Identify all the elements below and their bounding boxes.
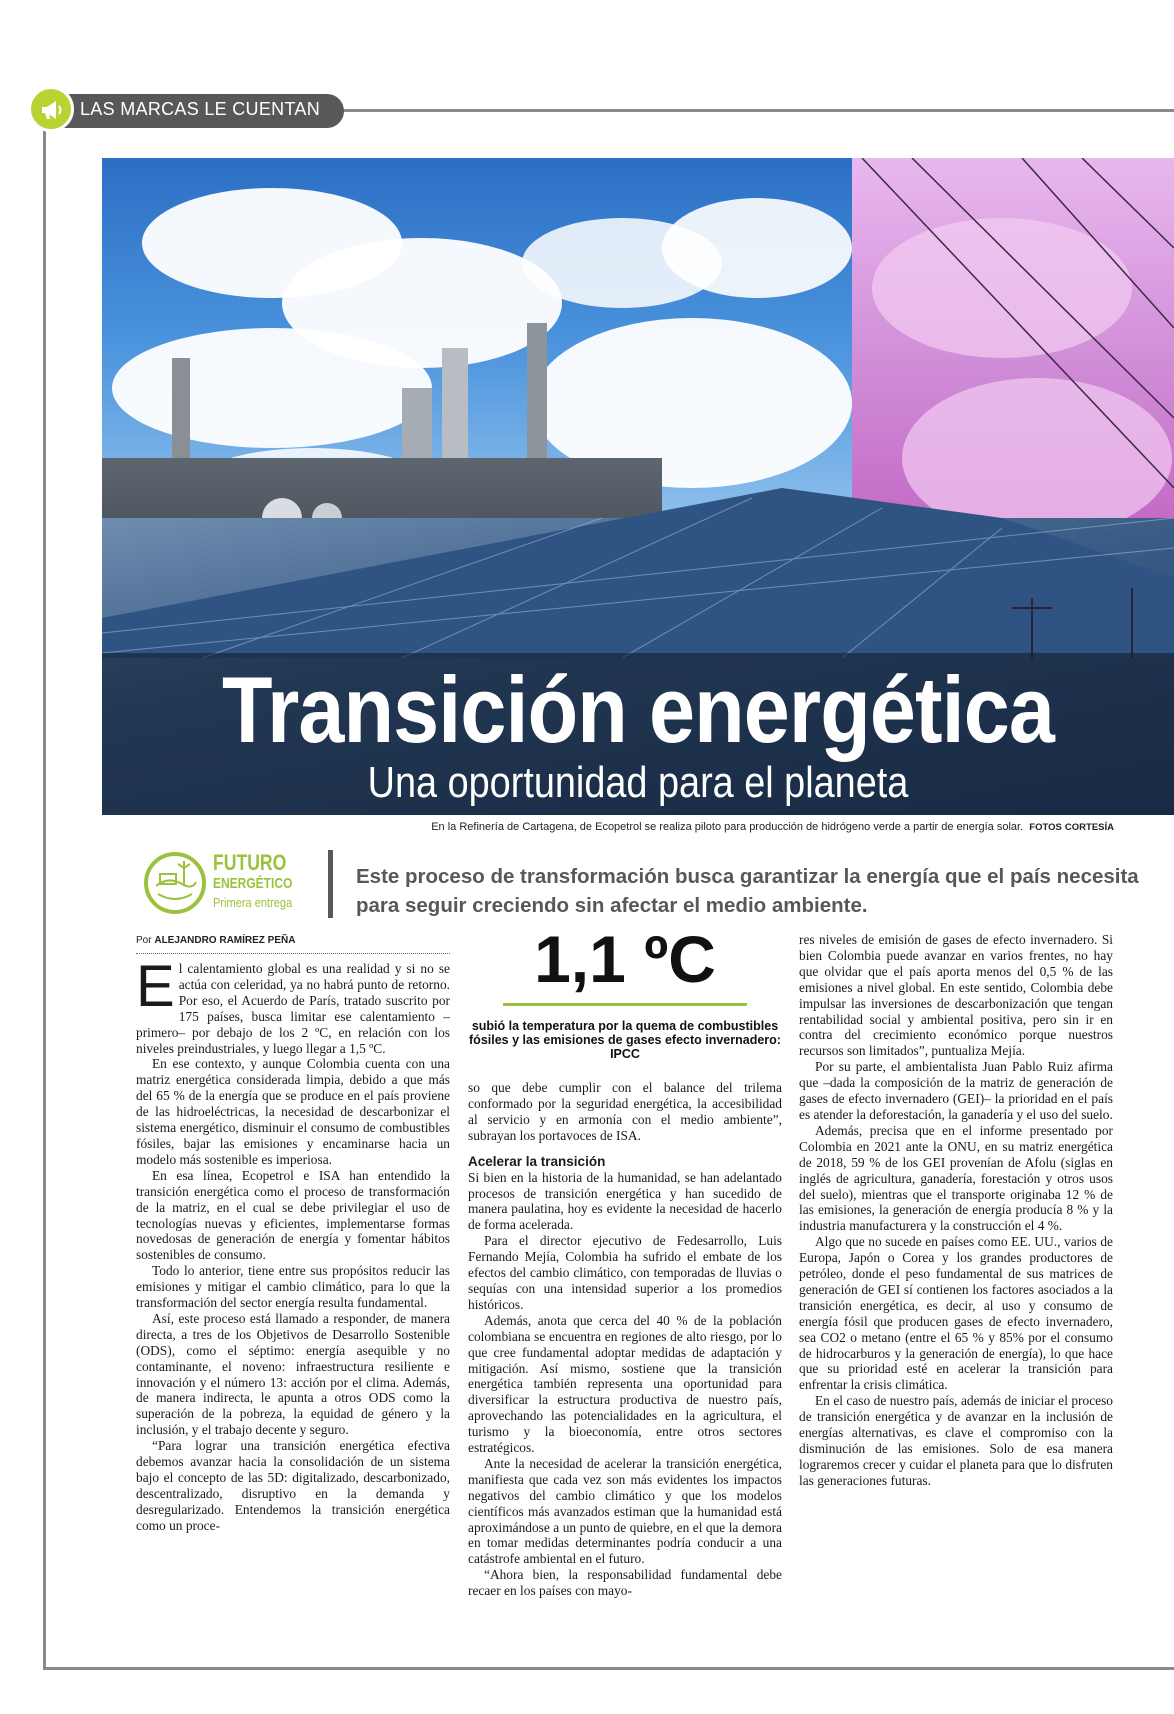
globe-energy-icon [144, 852, 206, 914]
photo-credit: CORTESÍA [1064, 822, 1114, 833]
byline-author: ALEJANDRO RAMÍREZ PEÑA [154, 935, 296, 946]
hero-subtitle: Una oportunidad para el planeta [367, 758, 909, 807]
badge-line-3: Primera entrega [213, 895, 293, 910]
article-column-3 [799, 932, 1113, 1489]
byline [136, 935, 295, 946]
byline-rule [136, 953, 450, 954]
page-border-left [43, 130, 46, 1670]
paragraph-text: l calentamiento global es una realidad y si no se actúa con celeridad, ya no habrá punto de retorno. Por eso, el Acuerdo de París, tratado suscrito por 175 países, busca limitar ese calentamiento –primero– por debajo de los 2 ºC, en relación con los niveles preindustriales, y luego llegar a 1,5 ºC. [136, 961, 450, 1056]
paragraph: En esa línea, Ecopetrol e ISA han entendido la transición energética como el proceso de transformación de la matriz, en el cual se debe privilegiar el uso de tecnologías nuevas y eficientes, implementarse formas novedosas de generación de energía y fomentar hábitos sostenibles de consumo. [136, 1167, 450, 1263]
paragraph: En el caso de nuestro país, además de iniciar el proceso de transición energética y de avanzar en la inclusión de energías alternativas, es clave el compromiso con la disminución de las emisiones. Solo de esa manera lograremos crecer y cuidar el planeta para que lo disfruten las generaciones futuras. [799, 1393, 1113, 1488]
page-border-bottom [43, 1667, 1174, 1670]
article-column-2 [468, 1080, 782, 1599]
hero-image [102, 158, 1174, 815]
drop-cap: E [136, 954, 175, 1019]
paragraph: Si bien en la historia de la humanidad, se han adelantado procesos de transición energética y han sucedido de manera paulatina, hoy es evidente la necesidad de hacerlo de forma acelerada. [468, 1169, 782, 1233]
paragraph: res niveles de emisión de gases de efecto invernadero. Si bien Colombia puede avanzar en varios frentes, no hay que olvidar que el país aporta menos del 0,5 % de las emisiones a nivel global. En este sentido, Colombia debe impulsar las inversiones de descarbonización que tengan rentabilidad social y ambiental positiva, pero sin ir en contra del crecimiento económico porque nuestros recursos son limitados”, puntualiza Mejía. [799, 932, 1113, 1059]
hero-title: Transición energética [221, 657, 1055, 762]
paragraph: so que debe cumplir con el balance del trilema conformado por la seguridad energética, la accesibilidad al servicio y en armonía con el medio ambiente”, subrayan los portavoces de ISA. [468, 1080, 782, 1143]
section-label: LAS MARCAS LE CUENTAN [80, 99, 321, 119]
cloud [112, 328, 432, 448]
paragraph: Ante la necesidad de acelerar la transición energética, manifiesta que cada vez son más evidentes los impactos negativos del cambio climático y que los modelos científicos más avanzados estiman que la humanidad está aproximándose a un punto de quiebre, en el que la demora en tomar medidas determinantes podría conducir a una catástrofe ambiental en el futuro. [468, 1455, 782, 1567]
power-lines [852, 158, 1174, 658]
caption-text: En la Refinería de Cartagena, de Ecopetrol se realiza piloto para producción de hidrógeno verde a partir de energía solar. [431, 821, 1024, 833]
paragraph: Además, anota que cerca del 40 % de la población colombiana se encuentra en regiones de alto riesgo, por lo que cree fundamental adoptar medidas de adaptación y mitigación. Así mismo, sostiene que la transición energética también representa una oportunidad para diversificar la estructura productiva de nuestro país, aprovechando las potencialidades en la agricultura, el turismo y la bioeconomía, entre otros sectores estratégicos. [468, 1312, 782, 1456]
photo-caption [102, 821, 1114, 833]
highlight-number: 1,1 ºC [534, 922, 716, 996]
byline-prefix: Por [136, 935, 152, 946]
highlight-rule [503, 1003, 747, 1006]
highlight-text: subió la temperatura por la quema de combustibles fósiles y las emisiones de gases efecto invernadero: IPCC [469, 1019, 781, 1061]
subhead: Acelerar la transición [468, 1153, 606, 1169]
paragraph: “Ahora bien, la responsabilidad fundamental debe recaer en los países con mayo- [468, 1567, 782, 1599]
cloud [662, 198, 852, 298]
paragraph: En ese contexto, y aunque Colombia cuenta con una matriz energética considerada limpia, debido a que más del 65 % de la energía que se produce en el país proviene de las hidroeléctricas, la necesidad de descarbonizar el sistema energético, disminuir el consumo de combustibles fósiles, bajar las emisiones y encaminarse hacia un modelo más sostenible es imperiosa. [136, 1056, 450, 1167]
paragraph: Por su parte, el ambientalista Juan Pablo Ruiz afirma que –dada la composición de la matriz de generación de gases de efecto invernadero (GEI)– la prioridad en el país es atender la deforestación, la ganadería y el uso del suelo. [799, 1059, 1113, 1122]
paragraph [136, 954, 450, 1056]
paragraph: Todo lo anterior, tiene entre sus propósitos reducir las emisiones y mitigar el cambio climático, para lo que la transformación del sector energía resulta fundamental. [136, 1263, 450, 1311]
badge-line-2: ENERGÉTICO [213, 875, 293, 892]
paragraph: Además, precisa que en el informe presentado por Colombia en 2021 ante la ONU, en su matriz energética de 2018, 59 % de los GEI provenían de Afolu (siglas en inglés de agricultura, ganadería, forestación y otros usos del suelo), mientras que el transporte originaba 12 % de las emisiones, la generación de energía producía 8 % y la industria manufacturera y la construcción el 4 %. [799, 1122, 1113, 1234]
megaphone-icon [28, 86, 74, 132]
section-rule [340, 109, 1174, 112]
article-deck: Este proceso de transformación busca garantizar la energía que el país necesita para seguir creciendo sin afectar el medio ambiente. [356, 865, 1139, 917]
deck-divider [328, 850, 333, 918]
badge-line-1: FUTURO [213, 850, 287, 875]
paragraph: “Para lograr una transición energética efectiva debemos avanzar hacia la consolidación de un sistema bajo el concepto de las 5D: digitalizado, descarbonizado, descentralizado, disruptivo en la demanda y desregularizado. Entendemos la transición energética como un proce- [136, 1438, 450, 1533]
paragraph: Para el director ejecutivo de Fedesarrollo, Luis Fernando Mejía, Colombia ha sufrido el embate de los efectos del cambio climático, con temporadas de lluvias o sequías con una intensidad superior a los promedios históricos. [468, 1233, 782, 1312]
credit-prefix: FOTOS [1029, 822, 1062, 833]
paragraph: Algo que no sucede en países como EE. UU., varios de Europa, Japón o Corea y los grandes productores de petróleo, donde el peso fundamental de sus matrices de generación de GEI sí contienen los factores asociados a la transición energética, es decir, al uso y consumo de energía fósil que producen gases de efecto invernadero, sea CO2 o metano (entre el 65 % y 85% por el consumo de hidrocarburos y la generación de energía), lo que hace que su prioridad esté en acelerar la transición para enfrentar la crisis climática. [799, 1234, 1113, 1393]
paragraph: Así, este proceso está llamado a responder, de manera directa, a tres de los Objetivos de Desarrollo Sostenible (ODS), como el séptimo: energía asequible y no contaminante, el noveno: infraestructura resiliente e innovación y el número 13: acción por el clima. Además, de manera indirecta, le apunta a otros ODS como la superación de la pobreza, la equidad de género y la inclusión, y el trabajo decente y seguro. [136, 1310, 450, 1438]
article-column-1 [136, 954, 450, 1534]
